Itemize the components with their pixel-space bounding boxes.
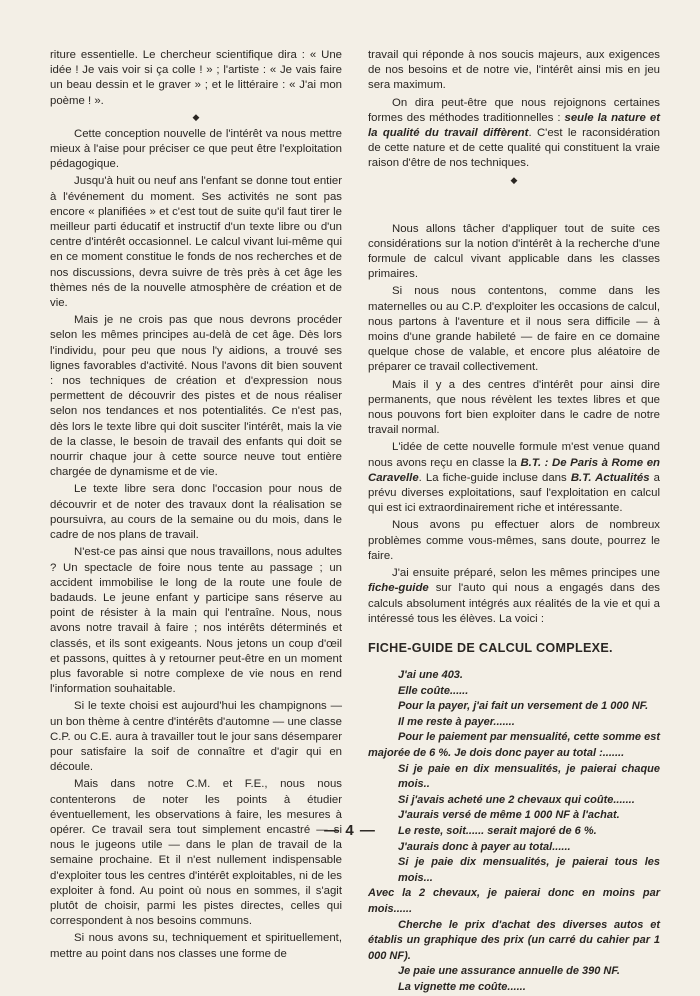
section-separator: ◆ xyxy=(510,174,518,185)
fiche-line: J'aurais versé de même 1 000 NF à l'achat. xyxy=(398,809,620,822)
emphasis: fiche-guide xyxy=(368,582,429,595)
paragraph: Mais dans notre C.M. et F.E., nous nous contenterons de noter les points à étudier éventuellement, les observations à faire, les mesures à opérer. Ce travail sera tout simplement encastré — si nous le jugeons utile — dans le plan de travail de la semaine prochaine. Et il n'est nullement indispensable d'exploiter tous les centres d'intérêt exploitables, ni de les exploiter à fond. Au point où nous en sommes, il s'agit plutôt de choisir, parmi les pistes directes, celles qui correspondent à nos besoins communs. xyxy=(50,778,342,928)
emphasis: B.T. : De Paris à Rome en Caravelle xyxy=(368,456,660,484)
fiche-line: Elle coûte...... xyxy=(398,684,469,697)
paragraph: Si nous avons su, techniquement et spirituellement, mettre au point dans nos classes une forme de xyxy=(50,932,342,960)
paragraph: Nous avons pu effectuer alors de nombreux problèmes comme vous-mêmes, sans doute, pourrez le faire. xyxy=(368,519,660,562)
fiche-line: Si j'avais acheté une 2 chevaux qui coûte....... xyxy=(398,793,635,806)
paragraph: Si le texte choisi est aujourd'hui les champignons — un bon thème à centre d'intérêts d'automne — une classe C.P. ou C.E. aura à travailler tout le jour sans désemparer pour satisfaire la soif de connaître et d'agir qui en découle. xyxy=(50,700,342,774)
fiche-line: Si je paie dix mensualités, je paierai tous les mois... xyxy=(398,856,660,884)
paragraph: N'est-ce pas ainsi que nous travaillons, nous adultes ? Un spectacle de foire nous tente au passage ; un accident immobilise le long de la route une foule de badauds. Le jeune enfant y participe sans réserve au point de résister à la main qui l'entraîne. Nous, nous avons notre travail à faire ; nos intérêts déterminés et classés, et ils sont exigeants. Nous jetons un coup d'œil et passons, quittes à y retourner peut-être en un moment plus favorable si notre complexe de vie nous en rend l'information souhaitable. xyxy=(50,546,342,696)
paragraph: Si nous nous contentons, comme dans les maternelles ou au C.P. d'exploiter les occasions de calcul, nous partons à l'aventure et il nous sera difficile — à moins d'une grande habileté — de faire en ce domaine quelque chose de valable, et encore plus aléatoire de préparer ce travail collectivement. xyxy=(368,285,660,374)
fiche-line: Cherche le prix d'achat des diverses autos et établis un graphique des prix (un carré du cahier par 1 000 NF). xyxy=(368,918,660,962)
right-column xyxy=(368,48,660,996)
fiche-line: La vignette me coûte...... xyxy=(398,980,526,993)
paragraph: Jusqu'à huit ou neuf ans l'enfant se donne tout entier à l'événement du moment. Ses activités ne sont pas encore « planifiées » et c'est tout de suite qu'il faut tirer le meilleur parti éducatif et instructif d'un texte libre ou d'un centre d'intérêt occasionnel. Le calcul vivant lui-même qui en ce moment constitue le fonds de nos recherches et de nos discussions, devra suivre de très près à cet âge les thèmes nés de la nouvelle atmosphère de création et de vie. xyxy=(50,175,342,310)
paragraph xyxy=(368,440,660,516)
text-run: sur l'auto qui nous a engagés dans des calculs absolument intégrés aux réalités de la vie et qui a intéressé tous les élèves. La voici : xyxy=(368,582,660,625)
paragraph: riture essentielle. Le chercheur scientifique dira : « Une idée ! Je vais voir si ça colle ! » ; l'artiste : « Je vais faire un beau dessin et le graver » ; et le littéraire : « J'ai mon poème ! ». xyxy=(50,49,342,107)
fiche-line: J'aurais donc à payer au total...... xyxy=(398,840,571,853)
fiche-line: Le reste, soit...... serait majoré de 6 %. xyxy=(398,825,597,838)
text-run: . C'est le raconsidération de cette nature et de cette qualité qui constituent la vraie raison d'être de nos techniques. xyxy=(368,127,660,170)
paragraph: Mais il y a des centres d'intérêt pour ainsi dire permanents, que nous révèlent les textes libres et que nous pouvons fort bien exploiter dans le cadre de notre travail normal. xyxy=(368,378,660,437)
fiche-guide-title: FICHE-GUIDE DE CALCUL COMPLEXE. xyxy=(368,640,613,655)
fiche-line: J'ai une 403. xyxy=(398,669,463,682)
fiche-line: Avec la 2 chevaux, je paierai donc en moins par mois...... xyxy=(368,887,660,916)
paragraph: Mais je ne crois pas que nous devrons procéder selon les mêmes principes au-delà de cet âge. Dès lors l'individu, pour peu que nous l'y aidions, a trouvé ses lignes favorables d'activité. Nous l'avons dit bien souvent : nos techniques de création et d'expression nous permettent de découvrir des pistes et de nous réaliser selon nos tendances et nos potentialités. Ce n'est pas, dès lors le texte libre qui doit susciter l'intérêt, mais la vie de la classe, le besoin de travail des enfants qui doit se nourrir chaque jour à cette source neuve tout entière chargée de dynamisme et de vie. xyxy=(50,314,342,479)
fiche-line: Il me reste à payer....... xyxy=(398,715,515,728)
paragraph xyxy=(368,96,660,172)
fiche-line: Si je paie en dix mensualités, je paierai chaque mois.. xyxy=(398,762,660,791)
spacer xyxy=(368,190,660,222)
page-number: — 4 — xyxy=(324,822,376,839)
fiche-line: Pour le paiement par mensualité, cette somme est majorée de 6 %. Je dois donc payer au total :....... xyxy=(368,731,660,760)
paragraph xyxy=(368,566,660,627)
emphasis: B.T. Actualités xyxy=(570,471,650,484)
text-run: On dira peut-être que nous rejoignons certaines formes des méthodes traditionnelles : xyxy=(368,96,660,124)
paragraph: Le texte libre sera donc l'occasion pour nous de découvrir et de noter des travaux dont la réalisation se poursuivra, au cours de la semaine ou du mois, dans le cadre de nos plans de travail. xyxy=(50,483,342,542)
emphasis: seule la nature et la qualité du travail diffèrent xyxy=(368,111,660,140)
text-run: L'idée de cette nouvelle formule m'est venue quand nous avons reçu en classe la xyxy=(368,441,660,469)
text-run: a prévu diverses exploitations, sauf l'exploitation en calcul qui est ici extraordinairement riche et intéressante. xyxy=(368,471,660,515)
text-run: J'ai ensuite préparé, selon les mêmes principes une xyxy=(392,567,660,580)
text-run: . La fiche-guide incluse dans xyxy=(418,471,571,484)
paragraph: travail qui réponde à nos soucis majeurs, aux exigences de nos besoins et de notre vie, l'intérêt ainsi mis en jeu sera maximum. xyxy=(368,49,660,92)
section-separator: ◆ xyxy=(192,111,200,122)
paragraph: Nous allons tâcher d'appliquer tout de suite ces considérations sur la notion d'intérêt à la recherche d'une formule de calcul vivant applicable dans les classes primaires. xyxy=(368,222,660,281)
fiche-line: Pour la payer, j'ai fait un versement de 1 000 NF. xyxy=(398,700,649,713)
fiche-line: Je paie une assurance annuelle de 390 NF. xyxy=(398,965,620,978)
paragraph: Cette conception nouvelle de l'intérêt va nous mettre mieux à l'aise pour préciser ce que peut être l'exploitation pédagogique. xyxy=(50,127,342,171)
